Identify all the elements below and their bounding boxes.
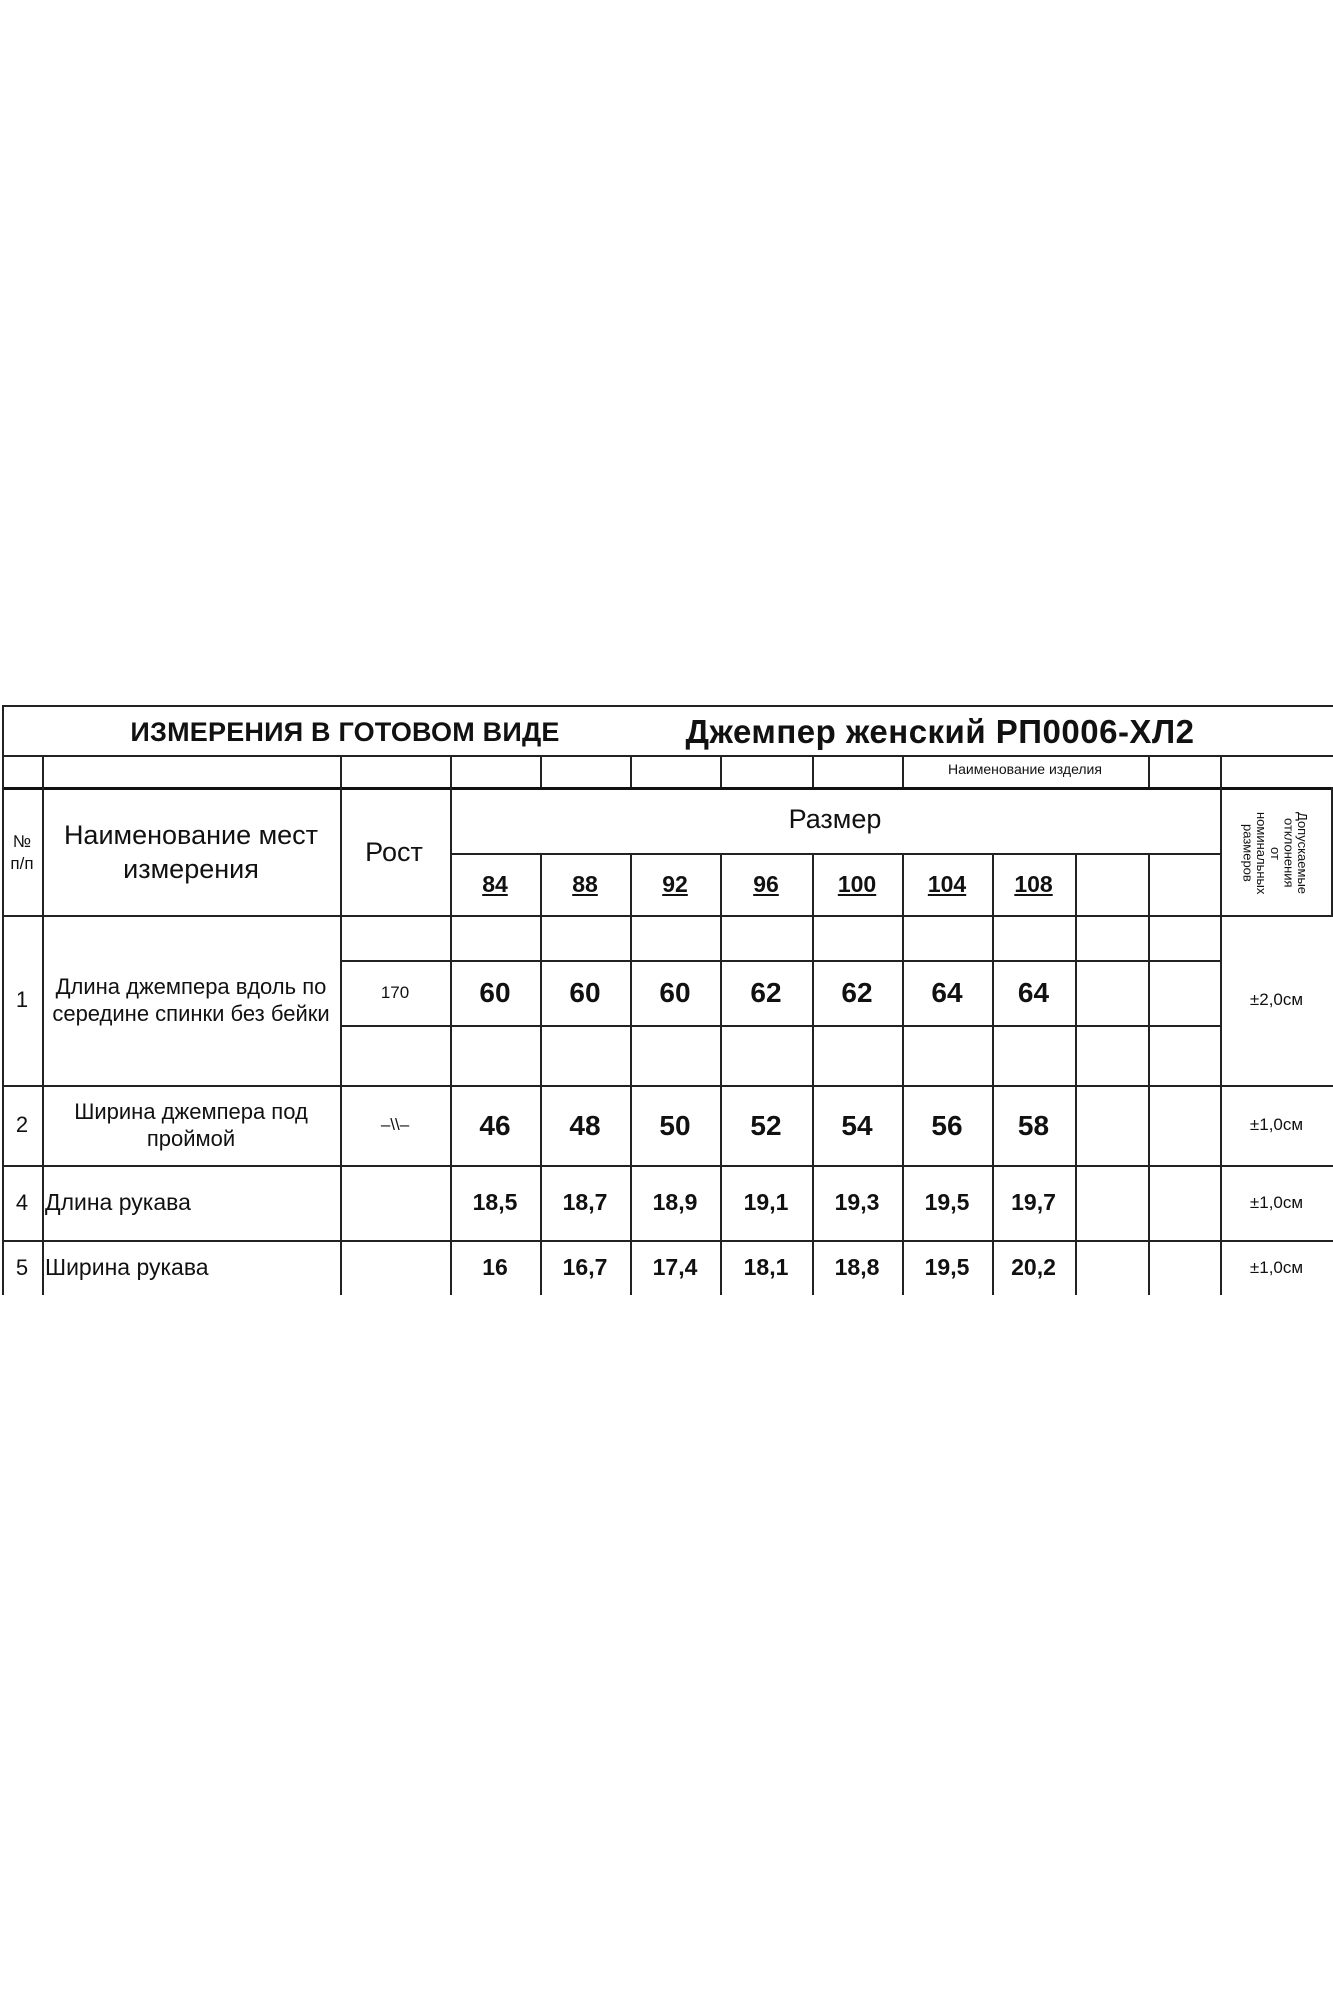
- row-value-size-104: 64: [931, 977, 963, 1008]
- size-header-88: 88: [572, 870, 598, 897]
- grid-line-h: [2, 755, 1333, 757]
- column-header-number: № п/п: [10, 832, 34, 873]
- row-value-size-84: 60: [479, 977, 511, 1008]
- row-value-size-84: 16: [482, 1254, 508, 1281]
- row-value-size-88: 60: [569, 977, 601, 1008]
- row-value-size-104: 19,5: [924, 1189, 970, 1216]
- row-value-size-96: 18,1: [743, 1254, 789, 1281]
- grid-line-v: [812, 853, 814, 1295]
- row-tolerance: ±1,0см: [1249, 1192, 1304, 1212]
- row-value-size-108: 64: [1017, 977, 1050, 1008]
- grid-line-v: [1220, 755, 1222, 787]
- grid-line-v: [450, 787, 452, 1295]
- row-value-size-100: 18,8: [834, 1254, 880, 1281]
- row-height: 170: [380, 982, 410, 1002]
- size-chart-sheet: [0, 705, 1333, 1295]
- grid-line-h: [450, 853, 1220, 855]
- size-header-108: 108: [1014, 870, 1053, 897]
- column-header-measurement: Наименование мест измерения: [63, 819, 319, 884]
- row-height: [340, 1165, 450, 1240]
- row-value-size-92: 60: [659, 977, 691, 1008]
- grid-line-v: [1220, 787, 1222, 1295]
- grid-line-h: [2, 787, 1333, 790]
- chart-title: ИЗМЕРЕНИЯ В ГОТОВОМ ВИДЕ: [130, 717, 560, 748]
- row-value-size-92: 18,9: [652, 1189, 698, 1216]
- row-number: 1: [15, 987, 29, 1013]
- grid-line-v: [340, 755, 342, 787]
- row-height: [340, 1240, 450, 1295]
- grid-line-h: [340, 1025, 1220, 1027]
- size-header-96: 96: [753, 870, 779, 897]
- grid-line-v: [2, 705, 4, 1295]
- row-value-size-88: 16,7: [562, 1254, 608, 1281]
- column-header-height: Рост: [365, 836, 423, 867]
- row-tolerance: ±1,0см: [1249, 1257, 1304, 1277]
- row-value-size-88: 48: [569, 1109, 601, 1141]
- row-value-size-100: 62: [841, 977, 873, 1008]
- grid-line-v: [720, 755, 722, 787]
- grid-line-v: [450, 755, 452, 787]
- row-value-size-104: 56: [931, 1109, 963, 1141]
- grid-line-v: [630, 755, 632, 787]
- row-value-size-88: 18,7: [562, 1189, 608, 1216]
- grid-line-h: [2, 915, 1333, 917]
- row-value-size-96: 62: [750, 977, 782, 1008]
- column-header-tolerance: Допускаемые отклонения от номинальных размеров: [1240, 811, 1311, 895]
- size-header-92: 92: [662, 870, 688, 897]
- grid-line-v: [340, 787, 342, 1295]
- grid-line-v: [812, 755, 814, 787]
- row-measurement-name: Ширина рукава: [45, 1254, 209, 1281]
- row-value-size-96: 52: [750, 1109, 782, 1141]
- product-name-caption: Наименование изделия: [948, 761, 1102, 778]
- size-header-84: 84: [482, 870, 508, 897]
- row-value-size-108: 58: [1017, 1109, 1050, 1141]
- row-value-size-84: 18,5: [472, 1189, 518, 1216]
- grid-line-h: [2, 1165, 1333, 1167]
- grid-line-v: [720, 853, 722, 1295]
- row-measurement-name: Ширина джемпера под проймой: [74, 1098, 308, 1151]
- row-value-size-100: 19,3: [834, 1189, 880, 1216]
- row-tolerance: ±2,0см: [1249, 990, 1304, 1010]
- row-value-size-100: 54: [841, 1109, 873, 1141]
- grid-line-v: [42, 755, 44, 787]
- grid-line-v: [42, 787, 44, 1295]
- row-height: –\\–: [380, 1115, 410, 1135]
- size-header-100: 100: [837, 870, 877, 897]
- row-measurement-name: Длина рукава: [45, 1189, 191, 1216]
- grid-line-v: [630, 853, 632, 1295]
- row-value-size-92: 17,4: [652, 1254, 698, 1281]
- grid-line-h: [2, 1240, 1333, 1242]
- product-name: Джемпер женский РП0006-ХЛ2: [685, 713, 1195, 751]
- grid-line-h: [340, 960, 1220, 962]
- size-header-104: 104: [927, 870, 967, 897]
- row-value-size-92: 50: [659, 1109, 691, 1141]
- row-value-size-84: 46: [479, 1109, 511, 1141]
- grid-line-v: [540, 755, 542, 787]
- row-value-size-108: 19,7: [1011, 1189, 1056, 1216]
- column-header-size: Размер: [788, 804, 882, 835]
- grid-line-v: [902, 853, 904, 1295]
- row-number: 5: [15, 1254, 29, 1280]
- row-value-size-108: 20,2: [1011, 1254, 1056, 1281]
- grid-line-h: [2, 705, 1333, 707]
- row-value-size-104: 19,5: [924, 1254, 970, 1281]
- grid-line-v: [1331, 787, 1333, 917]
- grid-line-v: [540, 853, 542, 1295]
- grid-line-h: [2, 1085, 1333, 1087]
- row-number: 4: [15, 1189, 29, 1215]
- grid-line-v: [1148, 853, 1150, 1295]
- grid-line-v: [992, 853, 994, 1295]
- row-tolerance: ±1,0см: [1249, 1115, 1304, 1135]
- row-measurement-name: Длина джемпера вдоль по середине спинки без бейки: [52, 973, 330, 1026]
- row-number: 2: [15, 1112, 29, 1138]
- grid-line-v: [902, 755, 904, 787]
- grid-line-v: [1075, 853, 1077, 1295]
- row-value-size-96: 19,1: [743, 1189, 789, 1216]
- grid-line-v: [1148, 755, 1150, 787]
